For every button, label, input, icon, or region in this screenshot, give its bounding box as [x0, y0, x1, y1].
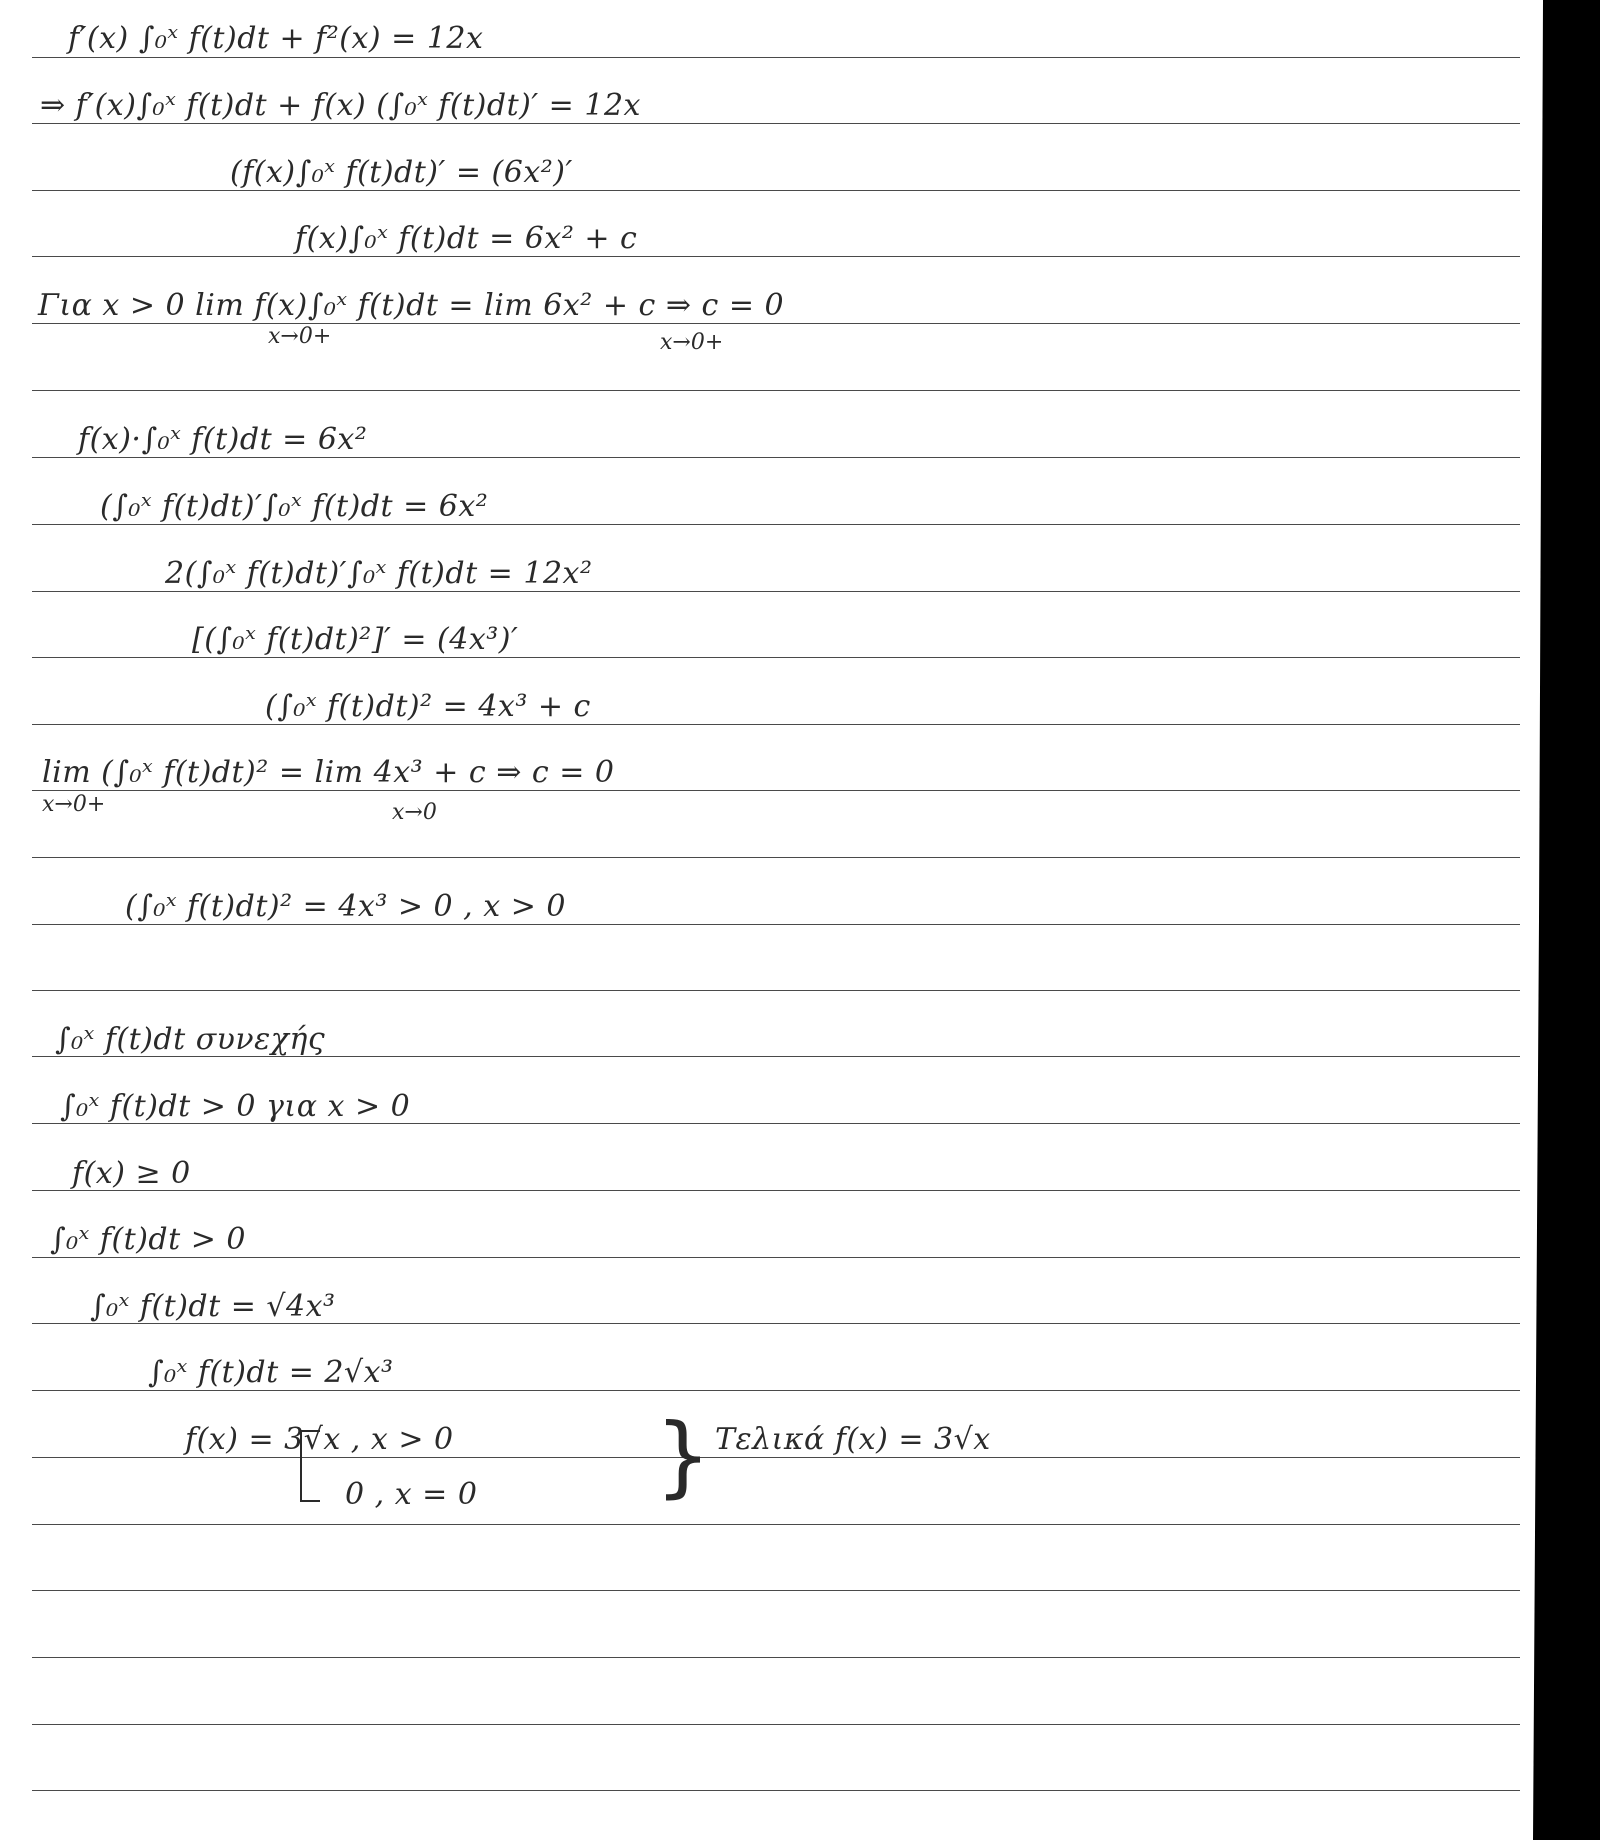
math-line: (∫₀ˣ f(t)dt)² = 4x³ > 0 , x > 0 — [125, 889, 566, 924]
ruled-line — [32, 724, 1520, 725]
ruled-line — [32, 1190, 1520, 1191]
limit-subscript: x→0+ — [660, 330, 724, 355]
math-line: ∫₀ˣ f(t)dt = 2√x³ — [148, 1355, 394, 1390]
math-line: ∫₀ˣ f(t)dt > 0 για x > 0 — [60, 1089, 411, 1124]
ruled-line — [32, 524, 1520, 525]
math-line: Τελικά f(x) = 3√x — [715, 1422, 991, 1457]
math-line: ∫₀ˣ f(t)dt συνεχής — [55, 1022, 326, 1057]
limit-subscript: x→0 — [392, 800, 437, 825]
piecewise-bracket — [300, 1430, 320, 1502]
math-line: f(x) ≥ 0 — [72, 1156, 191, 1191]
math-line: f(x)·∫₀ˣ f(t)dt = 6x² — [78, 422, 368, 457]
math-line: f′(x) ∫₀ˣ f(t)dt + f²(x) = 12x — [68, 21, 484, 56]
ruled-line — [32, 591, 1520, 592]
ruled-line — [32, 857, 1520, 858]
ruled-line — [32, 790, 1520, 791]
closing-brace: } — [655, 1404, 711, 1507]
math-line: (∫₀ˣ f(t)dt)′∫₀ˣ f(t)dt = 6x² — [100, 489, 489, 524]
ruled-line — [32, 1790, 1520, 1791]
limit-subscript: x→0+ — [42, 792, 106, 817]
math-line: 2(∫₀ˣ f(t)dt)′∫₀ˣ f(t)dt = 12x² — [165, 556, 593, 591]
math-line: f(x)∫₀ˣ f(t)dt = 6x² + c — [295, 221, 638, 256]
ruled-line — [32, 390, 1520, 391]
ruled-line — [32, 1724, 1520, 1725]
ruled-line — [32, 323, 1520, 324]
ruled-line — [32, 1657, 1520, 1658]
math-line: ⇒ f′(x)∫₀ˣ f(t)dt + f(x) (∫₀ˣ f(t)dt)′ = 12x — [40, 88, 641, 123]
ruled-line — [32, 990, 1520, 991]
math-line: 0 , x = 0 — [345, 1477, 478, 1512]
math-line: lim (∫₀ˣ f(t)dt)² = lim 4x³ + c ⇒ c = 0 — [42, 755, 615, 790]
ruled-line — [32, 924, 1520, 925]
ruled-line — [32, 457, 1520, 458]
limit-subscript: x→0+ — [268, 324, 332, 349]
math-line: ∫₀ˣ f(t)dt = √4x³ — [90, 1289, 336, 1324]
ruled-line — [32, 1257, 1520, 1258]
ruled-line — [32, 57, 1520, 58]
math-line: (f(x)∫₀ˣ f(t)dt)′ = (6x²)′ — [230, 155, 573, 190]
math-line: ∫₀ˣ f(t)dt > 0 — [50, 1222, 246, 1257]
math-line: [(∫₀ˣ f(t)dt)²]′ = (4x³)′ — [192, 622, 519, 657]
ruled-line — [32, 657, 1520, 658]
ruled-line — [32, 1457, 1520, 1458]
math-line: f(x) = 3√x , x > 0 — [185, 1422, 454, 1457]
ruled-line — [32, 256, 1520, 257]
scan-dark-edge — [1533, 0, 1600, 1840]
ruled-line — [32, 190, 1520, 191]
ruled-line — [32, 1390, 1520, 1391]
ruled-line — [32, 123, 1520, 124]
ruled-line — [32, 1590, 1520, 1591]
math-line: Για x > 0 lim f(x)∫₀ˣ f(t)dt = lim 6x² + c ⇒ c = 0 — [38, 288, 785, 323]
math-line: (∫₀ˣ f(t)dt)² = 4x³ + c — [265, 689, 591, 724]
ruled-line — [32, 1524, 1520, 1525]
